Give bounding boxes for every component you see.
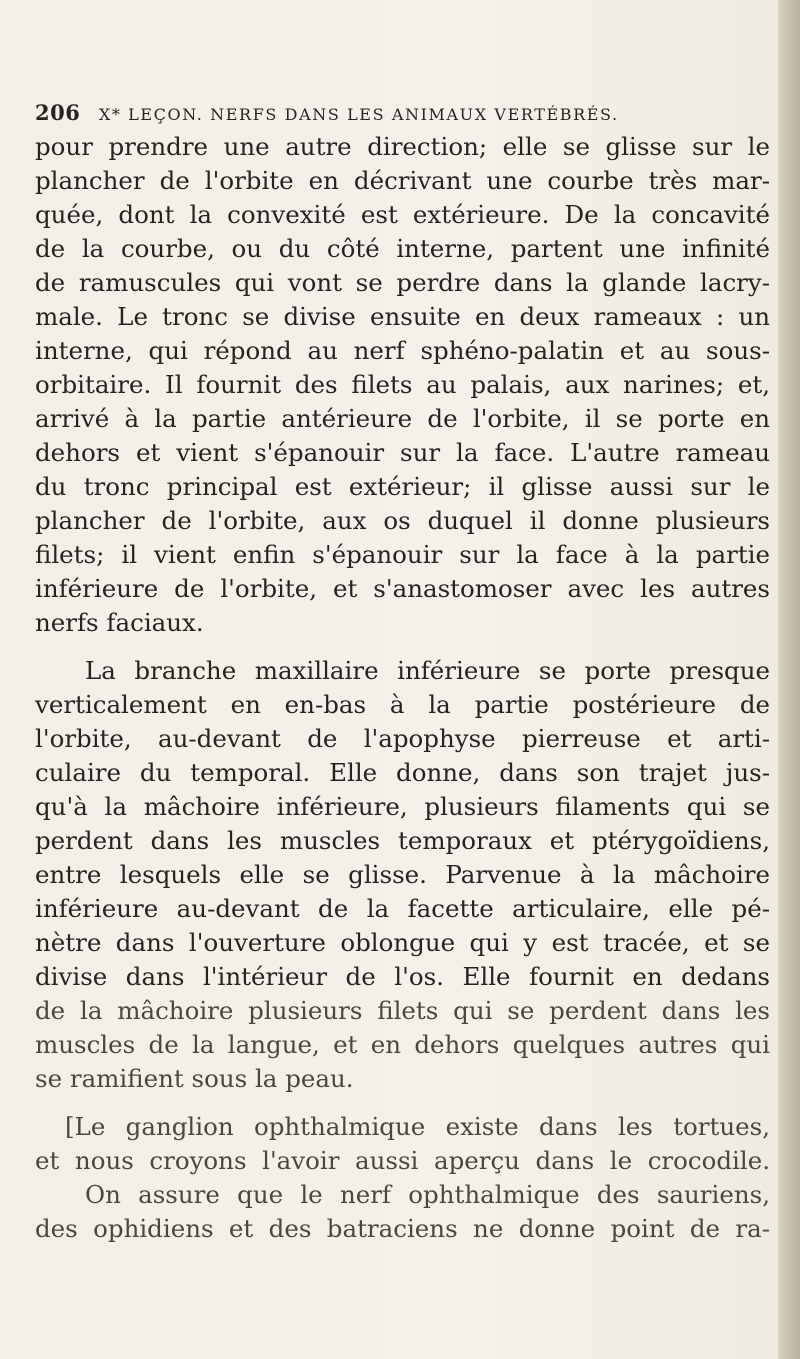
text-line: qu'à la mâchoire inférieure, plusieurs filaments qui se <box>35 792 770 821</box>
text-line: plancher de l'orbite, aux os duquel il donne plusieurs <box>35 506 770 535</box>
text-block <box>35 96 770 1246</box>
text-line: [Le ganglion ophthalmique existe dans les tortues, <box>65 1112 770 1141</box>
text-line: perdent dans les muscles temporaux et ptérygoïdiens, <box>35 826 770 855</box>
text-line: filets; il vient enfin s'épanouir sur la face à la partie <box>35 540 770 569</box>
text-line: inférieure de l'orbite, et s'anastomoser avec les autres <box>35 574 770 603</box>
text-line: interne, qui répond au nerf sphéno-palatin et au sous- <box>35 336 770 365</box>
text-line: culaire du temporal. Elle donne, dans son trajet jus- <box>35 758 770 787</box>
text-line: du tronc principal est extérieur; il glisse aussi sur le <box>35 472 770 501</box>
text-line: et nous croyons l'avoir aussi aperçu dans le crocodile. <box>35 1146 770 1175</box>
paragraph-gap <box>35 1096 770 1110</box>
paragraph-2 <box>35 654 770 1096</box>
text-line: arrivé à la partie antérieure de l'orbite, il se porte en <box>35 404 770 433</box>
text-line: verticalement en en-bas à la partie postérieure de <box>35 690 770 719</box>
text-line: se ramifient sous la peau. <box>35 1064 354 1093</box>
text-line: entre lesquels elle se glisse. Parvenue à la mâchoire <box>35 860 770 889</box>
text-line: orbitaire. Il fournit des filets au palais, aux narines; et, <box>35 370 770 399</box>
text-line: des ophidiens et des batraciens ne donne point de ra- <box>35 1214 770 1243</box>
text-line: nerfs faciaux. <box>35 608 204 637</box>
paragraph-gap <box>35 640 770 654</box>
page-number: 206 <box>35 100 81 125</box>
page-header <box>35 96 770 130</box>
text-line: inférieure au-devant de la facette articulaire, elle pé- <box>35 894 770 923</box>
text-line: pour prendre une autre direction; elle se glisse sur le <box>35 132 770 161</box>
text-line: quée, dont la convexité est extérieure. De la concavité <box>35 200 770 229</box>
page-edge <box>778 0 800 1359</box>
paragraph-3 <box>35 1110 770 1246</box>
text-line: muscles de la langue, et en dehors quelques autres qui <box>35 1030 770 1059</box>
text-line: divise dans l'intérieur de l'os. Elle fournit en dedans <box>35 962 770 991</box>
paragraph-1 <box>35 130 770 640</box>
running-title: X* LEÇON. NERFS DANS LES ANIMAUX VERTÉBRÉS. <box>98 105 619 124</box>
text-line: de la mâchoire plusieurs filets qui se perdent dans les <box>35 996 770 1025</box>
text-line: de ramuscules qui vont se perdre dans la glande lacry- <box>35 268 770 297</box>
text-line: plancher de l'orbite en décrivant une courbe très mar- <box>35 166 770 195</box>
text-line: l'orbite, au-devant de l'apophyse pierreuse et arti- <box>35 724 770 753</box>
text-line: de la courbe, ou du côté interne, partent une infinité <box>35 234 770 263</box>
text-line: dehors et vient s'épanouir sur la face. L'autre rameau <box>35 438 770 467</box>
text-line: nètre dans l'ouverture oblongue qui y est tracée, et se <box>35 928 770 957</box>
text-line: On assure que le nerf ophthalmique des sauriens, <box>85 1180 770 1209</box>
text-line: La branche maxillaire inférieure se porte presque <box>85 656 770 685</box>
text-line: male. Le tronc se divise ensuite en deux rameaux : un <box>35 302 770 331</box>
